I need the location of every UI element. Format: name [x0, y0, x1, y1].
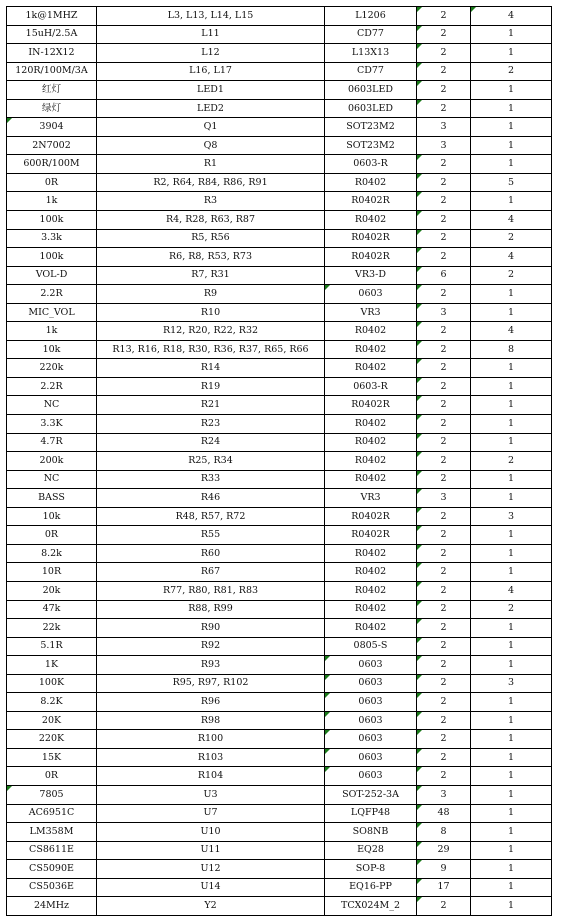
designator-cell[interactable]: R103 — [97, 748, 325, 767]
table-row — [7, 526, 552, 545]
value-cell[interactable]: 600R/100M — [7, 155, 97, 174]
table-row — [7, 674, 552, 693]
footprint-cell[interactable]: R0402 — [325, 415, 417, 434]
footprint-cell[interactable]: R0402R — [325, 526, 417, 545]
designator-cell[interactable]: U14 — [97, 878, 325, 897]
footprint-cell[interactable]: R0402 — [325, 211, 417, 230]
footprint-cell[interactable]: 0603 — [325, 711, 417, 730]
quantity-cell[interactable]: 2 — [471, 600, 552, 619]
pin-count-cell[interactable]: 2 — [417, 81, 471, 100]
designator-cell[interactable]: R98 — [97, 711, 325, 730]
footprint-cell[interactable]: CD77 — [325, 62, 417, 81]
value-cell[interactable]: 3.3K — [7, 415, 97, 434]
pin-count-cell[interactable]: 2 — [417, 433, 471, 452]
quantity-cell[interactable]: 1 — [471, 897, 552, 916]
pin-count-cell[interactable]: 2 — [417, 359, 471, 378]
footprint-cell[interactable]: 0603 — [325, 748, 417, 767]
pin-count-cell[interactable]: 2 — [417, 229, 471, 248]
pin-count-cell[interactable]: 2 — [417, 248, 471, 267]
table-row — [7, 507, 552, 526]
pin-count-cell[interactable]: 17 — [417, 878, 471, 897]
quantity-cell[interactable]: 1 — [471, 711, 552, 730]
table-row — [7, 767, 552, 786]
quantity-cell[interactable]: 1 — [471, 841, 552, 860]
designator-cell[interactable]: R67 — [97, 563, 325, 582]
value-cell[interactable]: 3.3k — [7, 229, 97, 248]
table-row — [7, 155, 552, 174]
table-row — [7, 322, 552, 341]
value-cell[interactable]: 200k — [7, 452, 97, 471]
value-cell[interactable]: NC — [7, 396, 97, 415]
pin-count-cell[interactable]: 6 — [417, 266, 471, 285]
quantity-cell[interactable]: 4 — [471, 211, 552, 230]
footprint-cell[interactable]: R0402 — [325, 581, 417, 600]
footprint-cell[interactable]: TCX024M_2 — [325, 897, 417, 916]
quantity-cell[interactable]: 1 — [471, 44, 552, 63]
value-cell[interactable]: 2.2R — [7, 285, 97, 304]
value-cell[interactable]: 8.2K — [7, 693, 97, 712]
designator-cell[interactable]: U10 — [97, 823, 325, 842]
pin-count-cell[interactable]: 2 — [417, 211, 471, 230]
table-row — [7, 452, 552, 471]
value-cell[interactable]: 红灯 — [7, 81, 97, 100]
value-cell[interactable]: 8.2k — [7, 544, 97, 563]
quantity-cell[interactable]: 1 — [471, 526, 552, 545]
table-row — [7, 377, 552, 396]
quantity-cell[interactable]: 1 — [471, 25, 552, 44]
quantity-cell[interactable]: 1 — [471, 470, 552, 489]
quantity-cell[interactable]: 1 — [471, 693, 552, 712]
value-cell[interactable]: 0R — [7, 173, 97, 192]
designator-cell[interactable]: R46 — [97, 489, 325, 508]
value-cell[interactable]: 100K — [7, 674, 97, 693]
quantity-cell[interactable]: 2 — [471, 266, 552, 285]
table-row — [7, 99, 552, 118]
table-row — [7, 637, 552, 656]
footprint-cell[interactable]: R0402 — [325, 322, 417, 341]
table-row — [7, 266, 552, 285]
pin-count-cell[interactable]: 2 — [417, 99, 471, 118]
value-cell[interactable]: 100k — [7, 248, 97, 267]
quantity-cell[interactable]: 1 — [471, 118, 552, 137]
value-cell[interactable]: 15uH/2.5A — [7, 25, 97, 44]
table-row — [7, 229, 552, 248]
designator-cell[interactable]: R1 — [97, 155, 325, 174]
pin-count-cell[interactable]: 2 — [417, 563, 471, 582]
bom-table-body — [7, 7, 552, 916]
value-cell[interactable]: 1k@1MHZ — [7, 7, 97, 26]
footprint-cell[interactable]: VR3 — [325, 303, 417, 322]
table-row — [7, 192, 552, 211]
designator-cell[interactable]: U7 — [97, 804, 325, 823]
table-row — [7, 897, 552, 916]
pin-count-cell[interactable]: 2 — [417, 674, 471, 693]
table-row — [7, 396, 552, 415]
designator-cell[interactable]: R21 — [97, 396, 325, 415]
pin-count-cell[interactable]: 29 — [417, 841, 471, 860]
table-row — [7, 118, 552, 137]
quantity-cell[interactable]: 1 — [471, 415, 552, 434]
value-cell[interactable]: 2.2R — [7, 377, 97, 396]
quantity-cell[interactable]: 1 — [471, 563, 552, 582]
footprint-cell[interactable]: R0402 — [325, 173, 417, 192]
quantity-cell[interactable]: 1 — [471, 656, 552, 675]
value-cell[interactable]: LM358M — [7, 823, 97, 842]
designator-cell[interactable]: Y2 — [97, 897, 325, 916]
footprint-cell[interactable]: 0603-R — [325, 155, 417, 174]
quantity-cell[interactable]: 1 — [471, 81, 552, 100]
quantity-cell[interactable]: 1 — [471, 377, 552, 396]
pin-count-cell[interactable]: 2 — [417, 285, 471, 304]
pin-count-cell[interactable]: 2 — [417, 656, 471, 675]
table-row — [7, 785, 552, 804]
footprint-cell[interactable]: 0603 — [325, 730, 417, 749]
footprint-cell[interactable]: SOT23M2 — [325, 136, 417, 155]
designator-cell[interactable]: R55 — [97, 526, 325, 545]
quantity-cell[interactable]: 2 — [471, 62, 552, 81]
value-cell[interactable]: 5.1R — [7, 637, 97, 656]
footprint-cell[interactable]: VR3-D — [325, 266, 417, 285]
pin-count-cell[interactable]: 2 — [417, 544, 471, 563]
footprint-cell[interactable]: R0402R — [325, 248, 417, 267]
designator-cell[interactable]: R23 — [97, 415, 325, 434]
pin-count-cell[interactable]: 48 — [417, 804, 471, 823]
designator-cell[interactable]: R93 — [97, 656, 325, 675]
table-row — [7, 44, 552, 63]
pin-count-cell[interactable]: 2 — [417, 600, 471, 619]
designator-cell[interactable]: R10 — [97, 303, 325, 322]
pin-count-cell[interactable]: 3 — [417, 136, 471, 155]
quantity-cell[interactable]: 5 — [471, 173, 552, 192]
designator-cell[interactable]: R25, R34 — [97, 452, 325, 471]
footprint-cell[interactable]: R0402 — [325, 359, 417, 378]
value-cell[interactable]: VOL-D — [7, 266, 97, 285]
value-cell[interactable]: 47k — [7, 600, 97, 619]
pin-count-cell[interactable]: 2 — [417, 711, 471, 730]
designator-cell[interactable]: R96 — [97, 693, 325, 712]
value-cell[interactable]: 4.7R — [7, 433, 97, 452]
footprint-cell[interactable]: EQ28 — [325, 841, 417, 860]
quantity-cell[interactable]: 1 — [471, 489, 552, 508]
designator-cell[interactable]: R7, R31 — [97, 266, 325, 285]
designator-cell[interactable]: R33 — [97, 470, 325, 489]
value-cell[interactable]: 7805 — [7, 785, 97, 804]
value-cell[interactable]: 0R — [7, 767, 97, 786]
pin-count-cell[interactable]: 2 — [417, 897, 471, 916]
table-row — [7, 303, 552, 322]
pin-count-cell[interactable]: 2 — [417, 637, 471, 656]
designator-cell[interactable]: R14 — [97, 359, 325, 378]
pin-count-cell[interactable]: 2 — [417, 507, 471, 526]
pin-count-cell[interactable]: 9 — [417, 860, 471, 879]
designator-cell[interactable]: R19 — [97, 377, 325, 396]
footprint-cell[interactable]: L13X13 — [325, 44, 417, 63]
table-row — [7, 248, 552, 267]
footprint-cell[interactable]: 0603 — [325, 674, 417, 693]
quantity-cell[interactable]: 4 — [471, 248, 552, 267]
value-cell[interactable]: 22k — [7, 619, 97, 638]
designator-cell[interactable]: L12 — [97, 44, 325, 63]
table-row — [7, 285, 552, 304]
footprint-cell[interactable]: SOT23M2 — [325, 118, 417, 137]
table-row — [7, 878, 552, 897]
pin-count-cell[interactable]: 2 — [417, 377, 471, 396]
designator-cell[interactable]: R5, R56 — [97, 229, 325, 248]
table-row — [7, 340, 552, 359]
quantity-cell[interactable]: 2 — [471, 452, 552, 471]
footprint-cell[interactable]: R0402 — [325, 619, 417, 638]
footprint-cell[interactable]: LQFP48 — [325, 804, 417, 823]
footprint-cell[interactable]: R0402R — [325, 192, 417, 211]
designator-cell[interactable]: R88, R99 — [97, 600, 325, 619]
pin-count-cell[interactable]: 2 — [417, 730, 471, 749]
quantity-cell[interactable]: 1 — [471, 637, 552, 656]
quantity-cell[interactable]: 1 — [471, 767, 552, 786]
table-row — [7, 656, 552, 675]
value-cell[interactable]: 3904 — [7, 118, 97, 137]
value-cell[interactable]: 220k — [7, 359, 97, 378]
value-cell[interactable]: NC — [7, 470, 97, 489]
value-cell[interactable]: 15K — [7, 748, 97, 767]
quantity-cell[interactable]: 1 — [471, 730, 552, 749]
pin-count-cell[interactable]: 2 — [417, 25, 471, 44]
quantity-cell[interactable]: 1 — [471, 155, 552, 174]
table-row — [7, 25, 552, 44]
designator-cell[interactable]: U3 — [97, 785, 325, 804]
table-row — [7, 433, 552, 452]
footprint-cell[interactable]: EQ16-PP — [325, 878, 417, 897]
table-row — [7, 693, 552, 712]
footprint-cell[interactable]: 0603 — [325, 767, 417, 786]
value-cell[interactable]: BASS — [7, 489, 97, 508]
quantity-cell[interactable]: 1 — [471, 544, 552, 563]
pin-count-cell[interactable]: 2 — [417, 173, 471, 192]
designator-cell[interactable]: L3, L13, L14, L15 — [97, 7, 325, 26]
table-row — [7, 136, 552, 155]
footprint-cell[interactable]: R0402R — [325, 507, 417, 526]
pin-count-cell[interactable]: 2 — [417, 581, 471, 600]
value-cell[interactable]: 1k — [7, 322, 97, 341]
footprint-cell[interactable]: R0402 — [325, 544, 417, 563]
pin-count-cell[interactable]: 8 — [417, 823, 471, 842]
footprint-cell[interactable]: R0402 — [325, 563, 417, 582]
table-row — [7, 489, 552, 508]
footprint-cell[interactable]: R0402 — [325, 600, 417, 619]
value-cell[interactable]: CS8611E — [7, 841, 97, 860]
designator-cell[interactable]: R6, R8, R53, R73 — [97, 248, 325, 267]
quantity-cell[interactable]: 1 — [471, 878, 552, 897]
pin-count-cell[interactable]: 2 — [417, 693, 471, 712]
table-row — [7, 7, 552, 26]
quantity-cell[interactable]: 1 — [471, 136, 552, 155]
quantity-cell[interactable]: 1 — [471, 785, 552, 804]
quantity-cell[interactable]: 1 — [471, 303, 552, 322]
designator-cell[interactable]: U11 — [97, 841, 325, 860]
table-row — [7, 581, 552, 600]
quantity-cell[interactable]: 1 — [471, 860, 552, 879]
table-row — [7, 711, 552, 730]
quantity-cell[interactable]: 1 — [471, 748, 552, 767]
footprint-cell[interactable]: SO8NB — [325, 823, 417, 842]
value-cell[interactable]: IN-12X12 — [7, 44, 97, 63]
value-cell[interactable]: 220K — [7, 730, 97, 749]
designator-cell[interactable]: R48, R57, R72 — [97, 507, 325, 526]
quantity-cell[interactable]: 4 — [471, 322, 552, 341]
quantity-cell[interactable]: 1 — [471, 823, 552, 842]
quantity-cell[interactable]: 3 — [471, 507, 552, 526]
footprint-cell[interactable]: R0402R — [325, 229, 417, 248]
footprint-cell[interactable]: 0603 — [325, 693, 417, 712]
designator-cell[interactable]: R100 — [97, 730, 325, 749]
footprint-cell[interactable]: R0402 — [325, 452, 417, 471]
designator-cell[interactable]: R95, R97, R102 — [97, 674, 325, 693]
quantity-cell[interactable]: 8 — [471, 340, 552, 359]
table-row — [7, 62, 552, 81]
designator-cell[interactable]: LED2 — [97, 99, 325, 118]
designator-cell[interactable]: Q1 — [97, 118, 325, 137]
footprint-cell[interactable]: SOT-252-3A — [325, 785, 417, 804]
designator-cell[interactable]: U12 — [97, 860, 325, 879]
table-row — [7, 841, 552, 860]
value-cell[interactable]: CS5036E — [7, 878, 97, 897]
table-row — [7, 544, 552, 563]
footprint-cell[interactable]: 0603LED — [325, 99, 417, 118]
pin-count-cell[interactable]: 3 — [417, 118, 471, 137]
pin-count-cell[interactable]: 3 — [417, 303, 471, 322]
designator-cell[interactable]: R60 — [97, 544, 325, 563]
designator-cell[interactable]: R4, R28, R63, R87 — [97, 211, 325, 230]
designator-cell[interactable]: R2, R64, R84, R86, R91 — [97, 173, 325, 192]
quantity-cell[interactable]: 1 — [471, 99, 552, 118]
value-cell[interactable]: 2N7002 — [7, 136, 97, 155]
footprint-cell[interactable]: 0603LED — [325, 81, 417, 100]
quantity-cell[interactable]: 3 — [471, 674, 552, 693]
value-cell[interactable]: 10k — [7, 340, 97, 359]
footprint-cell[interactable]: R0402R — [325, 396, 417, 415]
pin-count-cell[interactable]: 2 — [417, 44, 471, 63]
table-row — [7, 860, 552, 879]
footprint-cell[interactable]: VR3 — [325, 489, 417, 508]
table-row — [7, 600, 552, 619]
table-row — [7, 173, 552, 192]
table-row — [7, 748, 552, 767]
value-cell[interactable]: 1k — [7, 192, 97, 211]
pin-count-cell[interactable]: 3 — [417, 785, 471, 804]
footprint-cell[interactable]: R0402 — [325, 470, 417, 489]
pin-count-cell[interactable]: 2 — [417, 452, 471, 471]
designator-cell[interactable]: R90 — [97, 619, 325, 638]
pin-count-cell[interactable]: 2 — [417, 470, 471, 489]
value-cell[interactable]: 10R — [7, 563, 97, 582]
value-cell[interactable]: MIC_VOL — [7, 303, 97, 322]
value-cell[interactable]: 120R/100M/3A — [7, 62, 97, 81]
footprint-cell[interactable]: SOP-8 — [325, 860, 417, 879]
designator-cell[interactable]: LED1 — [97, 81, 325, 100]
value-cell[interactable]: 0R — [7, 526, 97, 545]
pin-count-cell[interactable]: 2 — [417, 526, 471, 545]
table-row — [7, 823, 552, 842]
pin-count-cell[interactable]: 2 — [417, 396, 471, 415]
value-cell[interactable]: 20k — [7, 581, 97, 600]
quantity-cell[interactable]: 1 — [471, 359, 552, 378]
table-row — [7, 619, 552, 638]
value-cell[interactable]: 24MHz — [7, 897, 97, 916]
footprint-cell[interactable]: L1206 — [325, 7, 417, 26]
designator-cell[interactable]: R77, R80, R81, R83 — [97, 581, 325, 600]
value-cell[interactable]: 20K — [7, 711, 97, 730]
designator-cell[interactable]: L16, L17 — [97, 62, 325, 81]
pin-count-cell[interactable]: 2 — [417, 767, 471, 786]
table-row — [7, 804, 552, 823]
designator-cell[interactable]: R9 — [97, 285, 325, 304]
designator-cell[interactable]: R92 — [97, 637, 325, 656]
bom-table — [6, 6, 552, 916]
footprint-cell[interactable]: 0805-S — [325, 637, 417, 656]
quantity-cell[interactable]: 1 — [471, 619, 552, 638]
value-cell[interactable]: 绿灯 — [7, 99, 97, 118]
value-cell[interactable]: AC6951C — [7, 804, 97, 823]
pin-count-cell[interactable]: 2 — [417, 415, 471, 434]
footprint-cell[interactable]: R0402 — [325, 433, 417, 452]
table-row — [7, 359, 552, 378]
table-row — [7, 730, 552, 749]
footprint-cell[interactable]: 0603 — [325, 656, 417, 675]
value-cell[interactable]: 1K — [7, 656, 97, 675]
designator-cell[interactable]: R24 — [97, 433, 325, 452]
table-row — [7, 211, 552, 230]
footprint-cell[interactable]: 0603-R — [325, 377, 417, 396]
footprint-cell[interactable]: 0603 — [325, 285, 417, 304]
footprint-cell[interactable]: R0402 — [325, 340, 417, 359]
designator-cell[interactable]: R12, R20, R22, R32 — [97, 322, 325, 341]
designator-cell[interactable]: Q8 — [97, 136, 325, 155]
value-cell[interactable]: CS5090E — [7, 860, 97, 879]
table-row — [7, 563, 552, 582]
quantity-cell[interactable]: 1 — [471, 192, 552, 211]
quantity-cell[interactable]: 1 — [471, 433, 552, 452]
designator-cell[interactable]: R13, R16, R18, R30, R36, R37, R65, R66 — [97, 340, 325, 359]
pin-count-cell[interactable]: 2 — [417, 7, 471, 26]
pin-count-cell[interactable]: 2 — [417, 62, 471, 81]
quantity-cell[interactable]: 1 — [471, 804, 552, 823]
table-row — [7, 470, 552, 489]
table-row — [7, 415, 552, 434]
designator-cell[interactable]: R104 — [97, 767, 325, 786]
quantity-cell[interactable]: 2 — [471, 229, 552, 248]
value-cell[interactable]: 10k — [7, 507, 97, 526]
quantity-cell[interactable]: 4 — [471, 581, 552, 600]
designator-cell[interactable]: R3 — [97, 192, 325, 211]
pin-count-cell[interactable]: 2 — [417, 619, 471, 638]
footprint-cell[interactable]: CD77 — [325, 25, 417, 44]
value-cell[interactable]: 100k — [7, 211, 97, 230]
quantity-cell[interactable]: 4 — [471, 7, 552, 26]
pin-count-cell[interactable]: 2 — [417, 340, 471, 359]
quantity-cell[interactable]: 1 — [471, 285, 552, 304]
pin-count-cell[interactable]: 2 — [417, 192, 471, 211]
table-row — [7, 81, 552, 100]
pin-count-cell[interactable]: 2 — [417, 322, 471, 341]
pin-count-cell[interactable]: 3 — [417, 489, 471, 508]
quantity-cell[interactable]: 1 — [471, 396, 552, 415]
designator-cell[interactable]: L11 — [97, 25, 325, 44]
pin-count-cell[interactable]: 2 — [417, 748, 471, 767]
pin-count-cell[interactable]: 2 — [417, 155, 471, 174]
